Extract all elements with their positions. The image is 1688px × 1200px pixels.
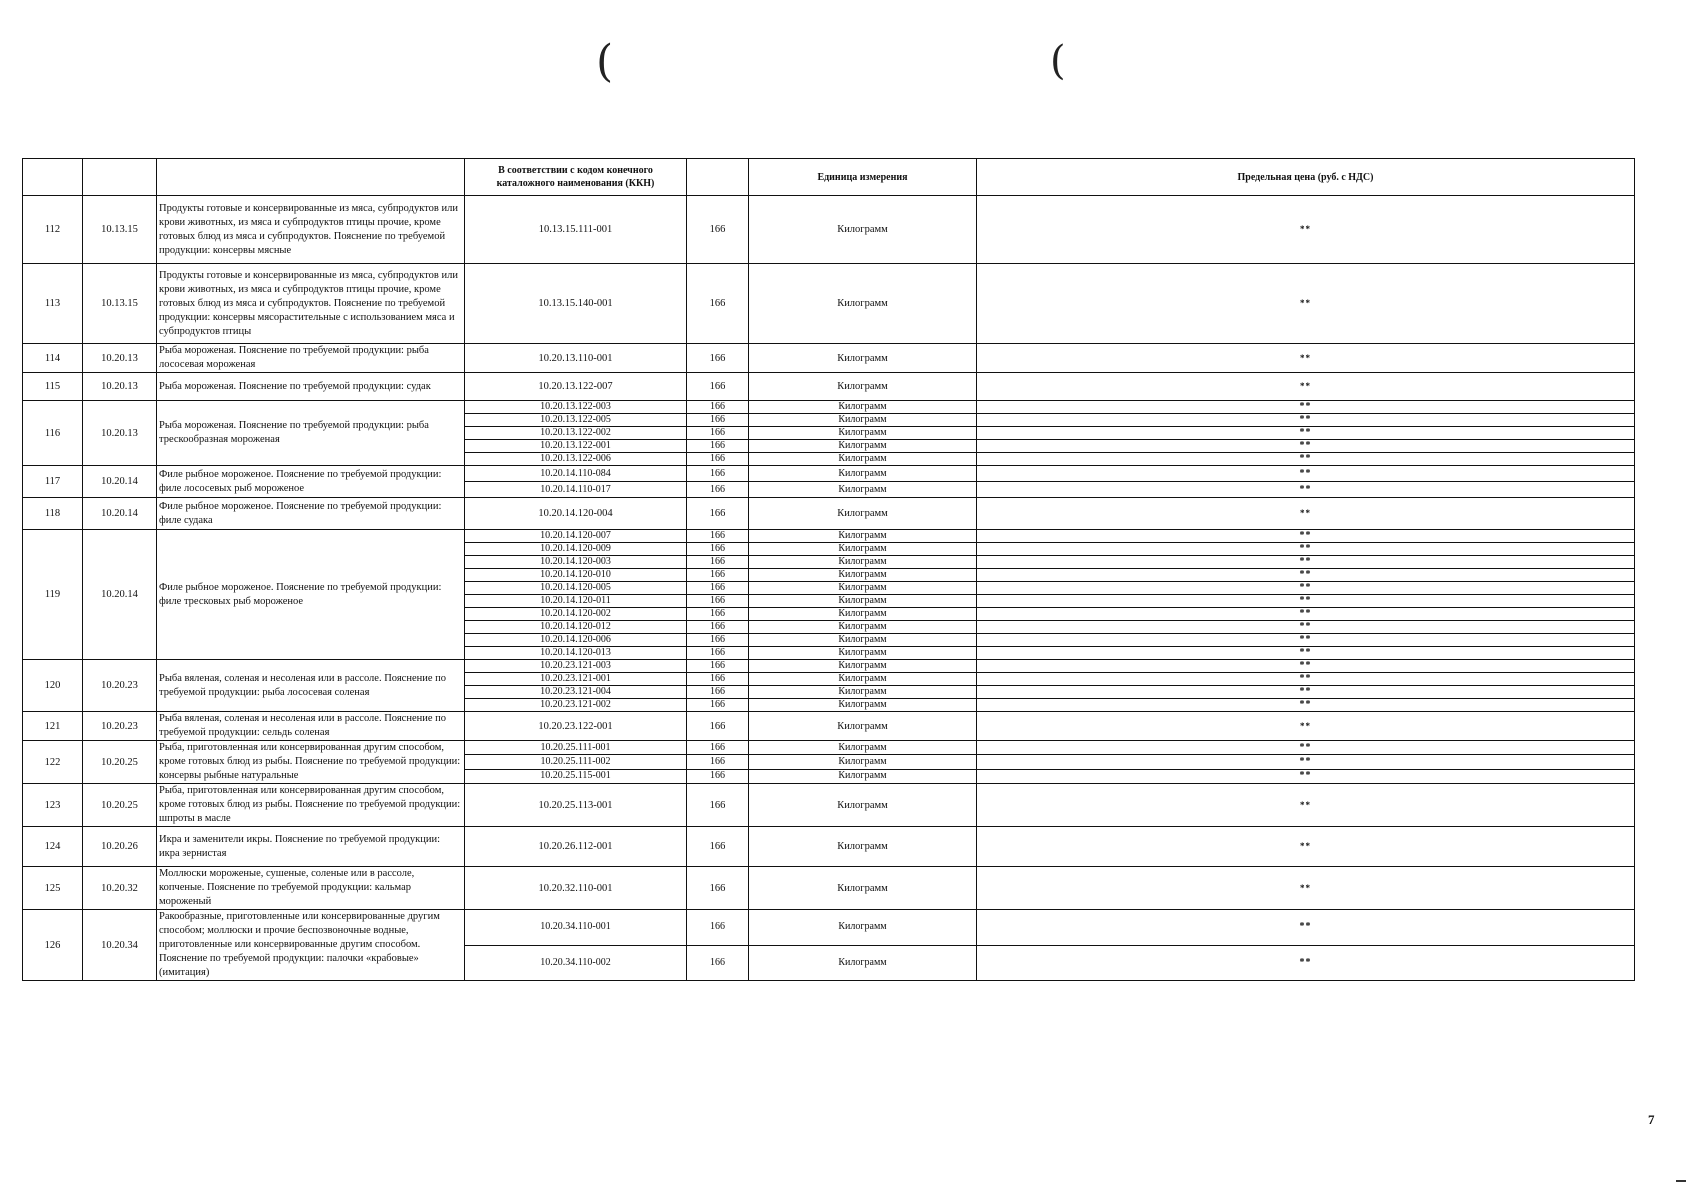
ktru-code: 10.20.23.121-002 — [465, 699, 687, 712]
row-number: 114 — [23, 344, 83, 373]
okei-code: 166 — [687, 784, 749, 827]
ktru-code: 10.20.13.122-003 — [465, 401, 687, 414]
okei-code: 166 — [687, 755, 749, 769]
header-kkn: В соответствии с кодом конечного каталожного наименования (ККН) — [465, 159, 687, 196]
okei-code: 166 — [687, 827, 749, 867]
price-value: ** — [977, 827, 1635, 867]
okpd-code: 10.20.32 — [83, 867, 157, 910]
ktru-code: 10.20.14.120-003 — [465, 556, 687, 569]
okei-code: 166 — [687, 427, 749, 440]
ktru-code: 10.20.14.110-017 — [465, 482, 687, 498]
ktru-code: 10.20.14.110-084 — [465, 466, 687, 482]
price-value: ** — [977, 543, 1635, 556]
unit-name: Килограмм — [749, 264, 977, 344]
price-value: ** — [977, 466, 1635, 482]
okei-code: 166 — [687, 582, 749, 595]
okei-code: 166 — [687, 440, 749, 453]
unit-name: Килограмм — [749, 556, 977, 569]
okei-code: 166 — [687, 569, 749, 582]
unit-name: Килограмм — [749, 466, 977, 482]
okei-code: 166 — [687, 264, 749, 344]
row-number: 117 — [23, 466, 83, 498]
row-number: 120 — [23, 660, 83, 712]
price-value: ** — [977, 482, 1635, 498]
okei-code: 166 — [687, 660, 749, 673]
row-number: 125 — [23, 867, 83, 910]
unit-name: Килограмм — [749, 741, 977, 755]
okei-code: 166 — [687, 556, 749, 569]
product-description: Рыба мороженая. Пояснение по требуемой продукции: рыба лососевая мороженая — [157, 344, 465, 373]
okei-code: 166 — [687, 482, 749, 498]
product-description: Рыба мороженая. Пояснение по требуемой продукции: судак — [157, 373, 465, 401]
product-description: Филе рыбное мороженое. Пояснение по требуемой продукции: филе лососевых рыб мороженое — [157, 466, 465, 498]
header-unit: Единица измерения — [749, 159, 977, 196]
table-row — [23, 530, 1635, 543]
row-number: 123 — [23, 784, 83, 827]
ktru-code: 10.20.14.120-013 — [465, 647, 687, 660]
table-row — [23, 741, 1635, 755]
price-value: ** — [977, 414, 1635, 427]
row-number: 126 — [23, 910, 83, 981]
okei-code: 166 — [687, 608, 749, 621]
header-description — [157, 159, 465, 196]
okpd-code: 10.20.23 — [83, 712, 157, 741]
price-value: ** — [977, 440, 1635, 453]
row-number: 116 — [23, 401, 83, 466]
okpd-code: 10.20.34 — [83, 910, 157, 981]
okei-code: 166 — [687, 498, 749, 530]
unit-name: Килограмм — [749, 595, 977, 608]
unit-name: Килограмм — [749, 482, 977, 498]
unit-name: Килограмм — [749, 634, 977, 647]
price-value: ** — [977, 401, 1635, 414]
price-value: ** — [977, 686, 1635, 699]
price-value: ** — [977, 569, 1635, 582]
header-okpd — [83, 159, 157, 196]
price-value: ** — [977, 595, 1635, 608]
row-number: 122 — [23, 741, 83, 784]
unit-name: Килограмм — [749, 582, 977, 595]
price-value: ** — [977, 344, 1635, 373]
ktru-code: 10.20.23.121-004 — [465, 686, 687, 699]
unit-name: Килограмм — [749, 660, 977, 673]
price-value: ** — [977, 647, 1635, 660]
okei-code: 166 — [687, 634, 749, 647]
okei-code: 166 — [687, 196, 749, 264]
unit-name: Килограмм — [749, 196, 977, 264]
okpd-code: 10.20.26 — [83, 827, 157, 867]
table-row — [23, 712, 1635, 741]
unit-name: Килограмм — [749, 686, 977, 699]
unit-name: Килограмм — [749, 344, 977, 373]
okei-code: 166 — [687, 543, 749, 556]
okei-code: 166 — [687, 673, 749, 686]
table-row — [23, 373, 1635, 401]
unit-name: Килограмм — [749, 608, 977, 621]
price-value: ** — [977, 634, 1635, 647]
unit-name: Килограмм — [749, 453, 977, 466]
price-value: ** — [977, 741, 1635, 755]
okei-code: 166 — [687, 344, 749, 373]
unit-name: Килограмм — [749, 414, 977, 427]
okpd-code: 10.20.14 — [83, 466, 157, 498]
ktru-code: 10.20.14.120-012 — [465, 621, 687, 634]
table-row — [23, 910, 1635, 946]
row-number: 118 — [23, 498, 83, 530]
product-description: Филе рыбное мороженое. Пояснение по требуемой продукции: филе судака — [157, 498, 465, 530]
unit-name: Килограмм — [749, 867, 977, 910]
table-row — [23, 784, 1635, 827]
price-value: ** — [977, 373, 1635, 401]
price-value: ** — [977, 608, 1635, 621]
ktru-code: 10.20.25.111-002 — [465, 755, 687, 769]
okei-code: 166 — [687, 945, 749, 981]
unit-name: Килограмм — [749, 755, 977, 769]
price-value: ** — [977, 712, 1635, 741]
ktru-code: 10.20.23.121-001 — [465, 673, 687, 686]
okei-code: 166 — [687, 699, 749, 712]
okei-code: 166 — [687, 867, 749, 910]
okpd-code: 10.20.23 — [83, 660, 157, 712]
row-number: 119 — [23, 530, 83, 660]
unit-name: Килограмм — [749, 827, 977, 867]
scan-artifact-right: ( — [1050, 38, 1066, 84]
product-description: Рыба, приготовленная или консервированная другим способом, кроме готовых блюд из рыбы. Пояснение по требуемой продукции: шпроты в масле — [157, 784, 465, 827]
price-value: ** — [977, 453, 1635, 466]
unit-name: Килограмм — [749, 401, 977, 414]
price-value: ** — [977, 660, 1635, 673]
product-description: Икра и заменители икры. Пояснение по требуемой продукции: икра зернистая — [157, 827, 465, 867]
okpd-code: 10.20.14 — [83, 498, 157, 530]
row-number: 124 — [23, 827, 83, 867]
ktru-code: 10.20.25.113-001 — [465, 784, 687, 827]
okei-code: 166 — [687, 466, 749, 482]
product-description: Рыба вяленая, соленая и несоленая или в рассоле. Пояснение по требуемой продукции: рыба лососевая соленая — [157, 660, 465, 712]
price-value: ** — [977, 530, 1635, 543]
okei-code: 166 — [687, 621, 749, 634]
table-row — [23, 196, 1635, 264]
product-description: Моллюски мороженые, сушеные, соленые или в рассоле, копченые. Пояснение по требуемой продукции: кальмар мороженый — [157, 867, 465, 910]
price-value: ** — [977, 673, 1635, 686]
row-number: 112 — [23, 196, 83, 264]
price-value: ** — [977, 755, 1635, 769]
ktru-code: 10.20.13.122-005 — [465, 414, 687, 427]
okei-code: 166 — [687, 910, 749, 946]
unit-name: Килограмм — [749, 427, 977, 440]
okei-code: 166 — [687, 373, 749, 401]
price-value: ** — [977, 784, 1635, 827]
product-description: Продукты готовые и консервированные из мяса, субпродуктов или крови животных, из мяса и субпродуктов птицы прочие, кроме готовых блюд из мяса и субпродуктов. Пояснение по требуемой продукции: консервы мясорастительные с использованием мяса и субпродуктов птицы — [157, 264, 465, 344]
okei-code: 166 — [687, 686, 749, 699]
ktru-code: 10.20.14.120-010 — [465, 569, 687, 582]
product-description: Рыба, приготовленная или консервированная другим способом, кроме готовых блюд из рыбы. Пояснение по требуемой продукции: консервы рыбные натуральные — [157, 741, 465, 784]
row-number: 121 — [23, 712, 83, 741]
price-value: ** — [977, 264, 1635, 344]
ktru-code: 10.20.13.110-001 — [465, 344, 687, 373]
unit-name: Килограмм — [749, 530, 977, 543]
price-value: ** — [977, 910, 1635, 946]
header-number — [23, 159, 83, 196]
product-description: Рыба вяленая, соленая и несоленая или в рассоле. Пояснение по требуемой продукции: сельдь соленая — [157, 712, 465, 741]
table-body — [23, 196, 1635, 981]
price-value: ** — [977, 699, 1635, 712]
table-row — [23, 867, 1635, 910]
product-description: Рыба мороженая. Пояснение по требуемой продукции: рыба трескообразная мороженая — [157, 401, 465, 466]
table-row — [23, 264, 1635, 344]
price-value: ** — [977, 582, 1635, 595]
product-description: Филе рыбное мороженое. Пояснение по требуемой продукции: филе тресковых рыб мороженое — [157, 530, 465, 660]
price-value: ** — [977, 196, 1635, 264]
price-value: ** — [977, 769, 1635, 783]
ktru-code: 10.20.13.122-007 — [465, 373, 687, 401]
header-okei — [687, 159, 749, 196]
okpd-code: 10.13.15 — [83, 196, 157, 264]
ktru-code: 10.20.14.120-006 — [465, 634, 687, 647]
okei-code: 166 — [687, 769, 749, 783]
price-value: ** — [977, 556, 1635, 569]
okpd-code: 10.20.13 — [83, 373, 157, 401]
unit-name: Килограмм — [749, 945, 977, 981]
ktru-code: 10.20.25.111-001 — [465, 741, 687, 755]
ktru-code: 10.20.23.122-001 — [465, 712, 687, 741]
okpd-code: 10.20.25 — [83, 741, 157, 784]
ktru-code: 10.20.14.120-002 — [465, 608, 687, 621]
unit-name: Килограмм — [749, 769, 977, 783]
okpd-code: 10.20.13 — [83, 344, 157, 373]
unit-name: Килограмм — [749, 673, 977, 686]
unit-name: Килограмм — [749, 373, 977, 401]
price-value: ** — [977, 427, 1635, 440]
ktru-code: 10.13.15.140-001 — [465, 264, 687, 344]
okei-code: 166 — [687, 647, 749, 660]
unit-name: Килограмм — [749, 569, 977, 582]
table-row — [23, 466, 1635, 482]
ktru-code: 10.20.14.120-009 — [465, 543, 687, 556]
unit-name: Килограмм — [749, 440, 977, 453]
price-value: ** — [977, 498, 1635, 530]
okpd-code: 10.20.14 — [83, 530, 157, 660]
ktru-code: 10.20.34.110-001 — [465, 910, 687, 946]
header-price: Предельная цена (руб. с НДС) — [977, 159, 1635, 196]
okei-code: 166 — [687, 401, 749, 414]
product-description: Ракообразные, приготовленные или консервированные другим способом; моллюски и прочие беспозвоночные водные, приготовленные или консервированные другим способом. Пояснение по требуемой продукции: палочки «крабовые» (имитация) — [157, 910, 465, 981]
product-description: Продукты готовые и консервированные из мяса, субпродуктов или крови животных, из мяса и субпродуктов птицы прочие, кроме готовых блюд из мяса и субпродуктов. Пояснение по требуемой продукции: консервы мясные — [157, 196, 465, 264]
unit-name: Килограмм — [749, 621, 977, 634]
header-row — [23, 159, 1635, 196]
table-row — [23, 498, 1635, 530]
ktru-code: 10.20.14.120-011 — [465, 595, 687, 608]
ktru-code: 10.20.26.112-001 — [465, 827, 687, 867]
price-value: ** — [977, 621, 1635, 634]
ktru-code: 10.20.14.120-005 — [465, 582, 687, 595]
price-value: ** — [977, 867, 1635, 910]
okei-code: 166 — [687, 453, 749, 466]
ktru-code: 10.20.34.110-002 — [465, 945, 687, 981]
okei-code: 166 — [687, 414, 749, 427]
okpd-code: 10.13.15 — [83, 264, 157, 344]
okei-code: 166 — [687, 595, 749, 608]
unit-name: Килограмм — [749, 910, 977, 946]
table-row — [23, 344, 1635, 373]
ktru-code: 10.20.23.121-003 — [465, 660, 687, 673]
ktru-code: 10.20.13.122-001 — [465, 440, 687, 453]
page-number: 7 — [1648, 1112, 1655, 1127]
unit-name: Килограмм — [749, 498, 977, 530]
unit-name: Килограмм — [749, 543, 977, 556]
okei-code: 166 — [687, 741, 749, 755]
ktru-code: 10.20.14.120-007 — [465, 530, 687, 543]
okei-code: 166 — [687, 530, 749, 543]
table-row — [23, 660, 1635, 673]
ktru-code: 10.20.25.115-001 — [465, 769, 687, 783]
ktru-code: 10.20.13.122-002 — [465, 427, 687, 440]
ktru-code: 10.20.14.120-004 — [465, 498, 687, 530]
unit-name: Килограмм — [749, 712, 977, 741]
unit-name: Килограмм — [749, 647, 977, 660]
scan-artifact-left: ( — [596, 36, 614, 87]
unit-name: Килограмм — [749, 699, 977, 712]
row-number: 115 — [23, 373, 83, 401]
price-table — [22, 158, 1635, 981]
row-number: 113 — [23, 264, 83, 344]
ktru-code: 10.20.32.110-001 — [465, 867, 687, 910]
unit-name: Килограмм — [749, 784, 977, 827]
okei-code: 166 — [687, 712, 749, 741]
okpd-code: 10.20.13 — [83, 401, 157, 466]
table-row — [23, 401, 1635, 414]
table-row — [23, 827, 1635, 867]
price-value: ** — [977, 945, 1635, 981]
scan-edge-mark — [1676, 1180, 1686, 1182]
ktru-code: 10.13.15.111-001 — [465, 196, 687, 264]
ktru-code: 10.20.13.122-006 — [465, 453, 687, 466]
okpd-code: 10.20.25 — [83, 784, 157, 827]
